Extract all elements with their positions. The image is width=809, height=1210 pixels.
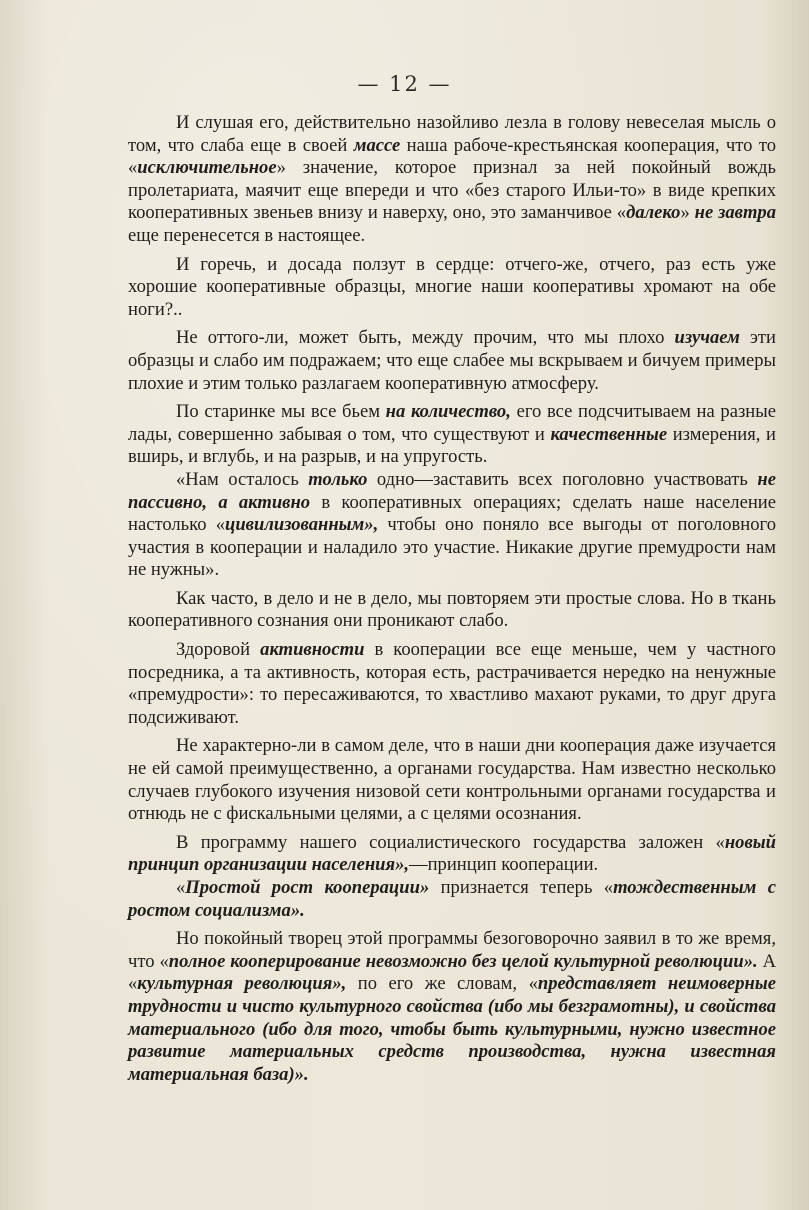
emphasized-phrase: цивилизованным», bbox=[225, 514, 379, 536]
emphasized-phrase: полное кооперирование невозможно без целой культурной революции». bbox=[168, 950, 758, 972]
emphasized-phrase: на количество, bbox=[385, 401, 511, 423]
paragraph: Здоровой активности в кооперации все еще меньше, чем у частного посредника, а та активность, которая есть, растрачивается нередко на ненужные «премудрости»: то пересаживаются, то хвастливо махают руками, то друг друга подсиживают. bbox=[128, 639, 776, 728]
paragraph: И слушая его, действительно назойливо лезла в голову невеселая мысль о том, что слаба еще в своей массе наша рабоче-крестьянская кооперация, что то «исключительное» значение, которое признал за ней покойный вождь пролетариата, маячит еще впереди и что «без старого Ильи-то» в виде крепких кооперативных звеньев внизу и наверху, оно, это заманчивое «далеко» не завтра еще перенесется в настоящее. bbox=[128, 112, 777, 246]
paragraph: И горечь, и досада ползут в сердце: отчего-же, отчего, раз есть уже хорошие кооперативные образцы, многие наши кооперативы хромают на обе ноги?.. bbox=[128, 253, 776, 320]
paragraph: По старинке мы все бьем на количество, его все подсчитываем на разные лады, совершенно забывая о том, что существуют и качественные измерения, и вширь, и вглубь, и на разрыв, и на упругость. bbox=[128, 401, 777, 468]
paragraph: Не характерно-ли в самом деле, что в наши дни кооперация даже изучается не ей самой преимущественно, а органами государства. Нам известно несколько случаев глубокого изучения низовой сети контрольными органами государства и отнюдь не с фискальными целями, а с целями осознания. bbox=[128, 735, 776, 825]
paragraph: «Нам осталось только одно—заставить всех поголовно участвовать не пассивно, а активно в кооперативных операциях; сделать наше население настолько «цивилизованным», чтобы оно поняло все выгоды от поголовного участия в кооперации и наладило это участие. Никакие другие премудрости нам не нужны». bbox=[128, 468, 776, 581]
emphasized-phrase: тождественным с ростом социализма». bbox=[128, 877, 776, 921]
emphasized-phrase: активности bbox=[260, 639, 365, 661]
emphasized-phrase: Простой рост кооперации» bbox=[185, 877, 430, 898]
paragraph: Но покойный творец этой программы безоговорочно заявил в то же время, что «полное кооперирование невозможно без целой культурной революции». А «культурная революция», по его же словам, «представляет неимоверные трудности и чисто культурного свойства (ибо мы безграмотны), и свойства материального (ибо для того, чтобы быть культурными, нужно известное развитие материальных средств производства, нужна известная материальная база)». bbox=[128, 928, 776, 1085]
emphasized-phrase: новый принцип организации населения», bbox=[128, 831, 776, 876]
body-text bbox=[128, 112, 776, 1086]
emphasized-phrase: качественные bbox=[550, 423, 668, 445]
paragraph: «Простой рост кооперации» признается теперь «тождественным с ростом социализма». bbox=[128, 877, 776, 921]
emphasized-phrase: представляет неимоверные трудности и чисто культурного свойства (ибо мы безграмотны), и свойства материального (ибо для того, чтобы быть культурными, нужно известное развитие материальных средств производства, нужна известная материальная база)». bbox=[128, 973, 776, 1085]
emphasized-phrase: исключительное bbox=[137, 157, 277, 179]
emphasized-phrase: изучаем bbox=[674, 327, 740, 349]
page-number: — 12 — bbox=[357, 72, 452, 96]
emphasized-phrase: культурная революция», bbox=[137, 973, 347, 995]
emphasized-phrase: только bbox=[308, 468, 368, 490]
paragraph: Как часто, в дело и не в дело, мы повторяем эти простые слова. Но в ткань кооперативного сознания они проникают слабо. bbox=[128, 587, 776, 632]
emphasized-phrase: массе bbox=[353, 134, 401, 156]
paragraph: В программу нашего социалистического государства заложен «новый принцип организации населения»,—принцип кооперации. bbox=[128, 831, 776, 876]
emphasized-phrase: не пассивно, а активно bbox=[128, 468, 776, 513]
paragraph: Не оттого-ли, может быть, между прочим, что мы плохо изучаем эти образцы и слабо им подражаем; что еще слабее мы вскрываем и бичуем примеры плохие и этим только разлагаем кооперативную атмосферу. bbox=[128, 327, 776, 394]
emphasized-phrase: не завтра bbox=[694, 202, 777, 224]
emphasized-phrase: далеко bbox=[626, 202, 681, 224]
